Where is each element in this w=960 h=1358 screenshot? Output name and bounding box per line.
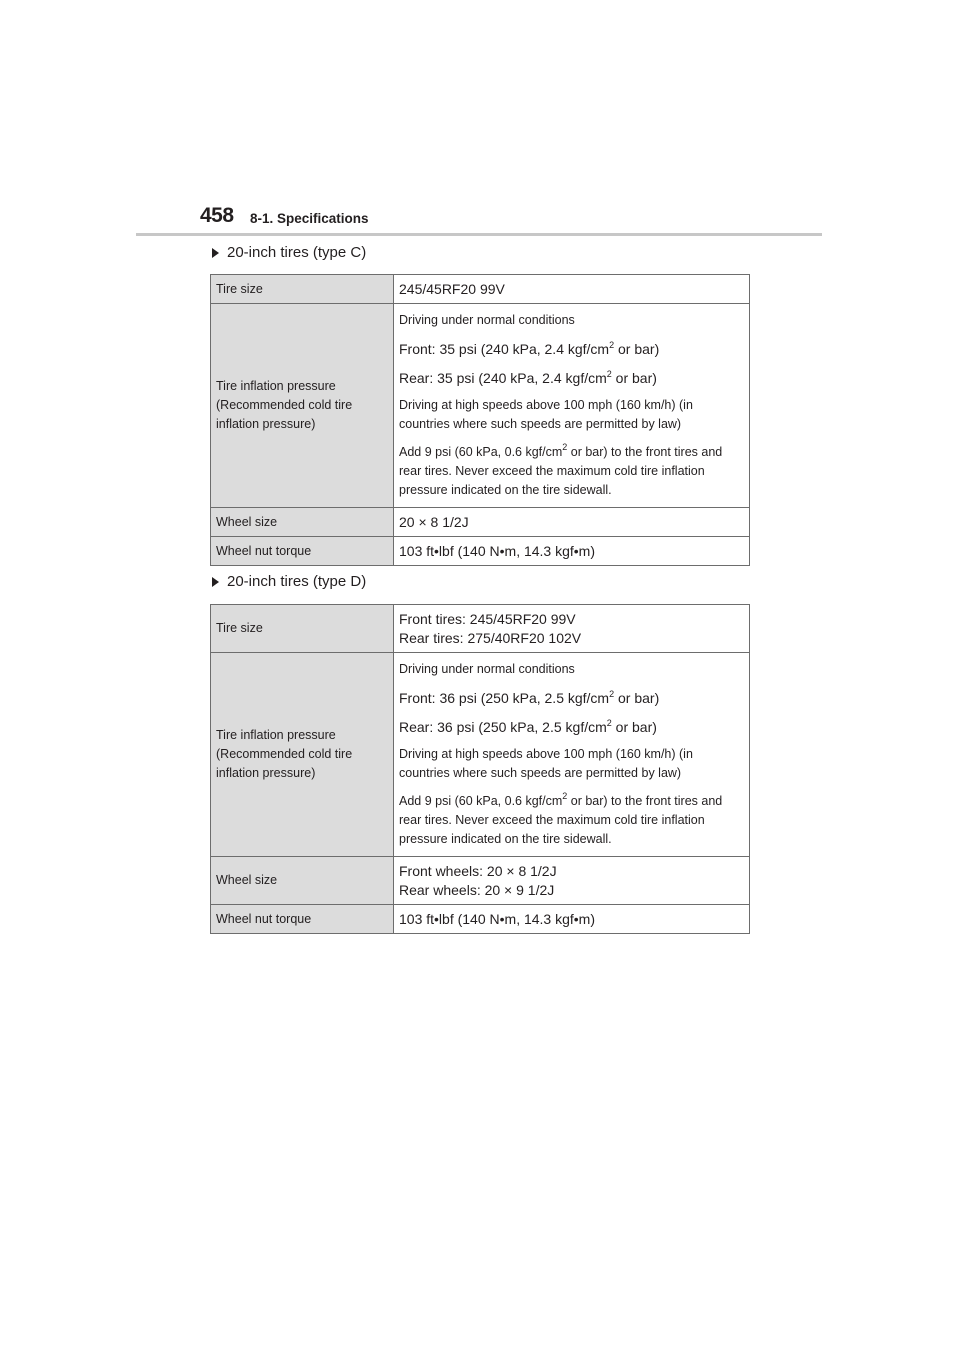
torque-value: 103 ft•lbf (140 N•m, 14.3 kgf•m) xyxy=(394,905,750,934)
table-row xyxy=(211,537,750,566)
table-row xyxy=(211,508,750,537)
table-row xyxy=(211,605,750,653)
bullet-triangle-icon xyxy=(212,577,219,587)
heading-type-d xyxy=(212,573,366,590)
rear-pressure: Rear: 35 psi (240 kPa, 2.4 kgf/$cm^2$ or bar) xyxy=(399,369,657,386)
table-row xyxy=(211,653,750,857)
rear-wheel-size: Rear wheels: 20 × 9 1/2J xyxy=(399,881,555,898)
table-row xyxy=(211,304,750,508)
pressure-value xyxy=(394,304,750,508)
header-rule xyxy=(136,233,822,236)
high-speed-adjustment: Add 9 psi (60 kPa, 0.6 kgf/$cm^2$ or bar) to the front tires and rear tires. Never exceed the maximum cold tire inflation pressure indicated on the tire sidewall. xyxy=(399,791,723,846)
rear-pressure: Rear: 36 psi (250 kPa, 2.5 kgf/$cm^2$ or bar) xyxy=(399,718,657,735)
heading-type-c xyxy=(212,244,366,261)
table-row xyxy=(211,275,750,304)
tire-size-label: Tire size xyxy=(211,275,394,304)
pressure-label: Tire inflation pressure (Recommended cold tire inflation pressure) xyxy=(211,304,394,508)
wheel-size-label: Wheel size xyxy=(211,508,394,537)
heading-text: 20-inch tires (type C) xyxy=(227,244,367,261)
tire-size-value: 245/45RF20 99V xyxy=(394,275,750,304)
spec-table-type-d xyxy=(210,604,750,934)
torque-value: 103 ft•lbf (140 N•m, 14.3 kgf•m) xyxy=(394,537,750,566)
page-number: 458 xyxy=(200,204,234,227)
bullet-triangle-icon xyxy=(212,248,219,258)
wheel-size-value: 20 × 8 1/2J xyxy=(394,508,750,537)
torque-label: Wheel nut torque xyxy=(211,905,394,934)
front-tire-size: Front tires: 245/45RF20 99V xyxy=(399,610,576,627)
normal-conditions: Driving under normal conditions xyxy=(399,662,575,676)
torque-label: Wheel nut torque xyxy=(211,537,394,566)
heading-text: 20-inch tires (type D) xyxy=(227,573,367,590)
tire-size-value xyxy=(394,605,750,653)
table-row xyxy=(211,857,750,905)
rear-tire-size: Rear tires: 275/40RF20 102V xyxy=(399,629,582,646)
spec-table-type-c xyxy=(210,274,750,566)
wheel-size-label: Wheel size xyxy=(211,857,394,905)
front-pressure: Front: 36 psi (250 kPa, 2.5 kgf/$cm^2$ or bar) xyxy=(399,689,660,706)
normal-conditions: Driving under normal conditions xyxy=(399,313,575,327)
tire-size-label: Tire size xyxy=(211,605,394,653)
section-title: 8-1. Specifications xyxy=(250,211,369,226)
front-pressure: Front: 35 psi (240 kPa, 2.4 kgf/$cm^2$ or bar) xyxy=(399,340,660,357)
page-header xyxy=(200,204,822,232)
high-speed-conditions: Driving at high speeds above 100 mph (160 km/h) (in countries where such speeds are permitted by law) xyxy=(399,398,693,431)
front-wheel-size: Front wheels: 20 × 8 1/2J xyxy=(399,862,557,879)
high-speed-adjustment: Add 9 psi (60 kPa, 0.6 kgf/$cm^2$ or bar) to the front tires and rear tires. Never exceed the maximum cold tire inflation pressure indicated on the tire sidewall. xyxy=(399,442,723,497)
pressure-label: Tire inflation pressure (Recommended cold tire inflation pressure) xyxy=(211,653,394,857)
wheel-size-value xyxy=(394,857,750,905)
high-speed-conditions: Driving at high speeds above 100 mph (160 km/h) (in countries where such speeds are permitted by law) xyxy=(399,747,693,780)
table-row xyxy=(211,905,750,934)
pressure-value xyxy=(394,653,750,857)
